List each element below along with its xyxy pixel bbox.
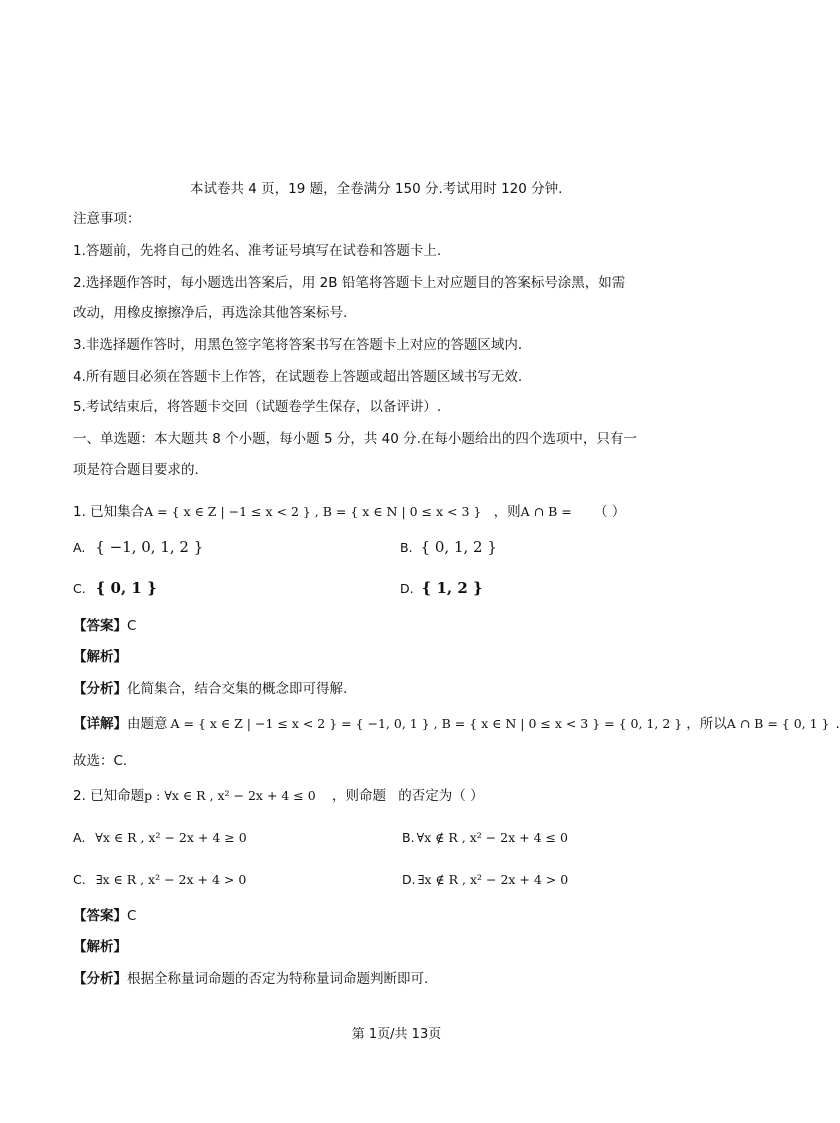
q2-option-b xyxy=(402,829,568,847)
notice-5: 5.考试结束后，将答题卡交回（试题卷学生保存，以备评讲）. xyxy=(73,399,442,415)
q1-fenxi-tag: 【分析】 xyxy=(73,681,127,697)
page-footer: 第 1页/共 13页 xyxy=(351,1027,442,1042)
q1-choose: 故选：C. xyxy=(73,753,128,769)
q1-stem xyxy=(73,503,625,521)
q2-mid2: 的否定为（ ） xyxy=(398,788,484,804)
notice-2b: 改动，用橡皮擦擦净后，再选涂其他答案标号. xyxy=(73,305,348,321)
q1-expression: A ∩ B = xyxy=(520,504,572,519)
q2-option-d-label: D. xyxy=(402,872,416,887)
q2-prefix: 2. 已知命题 xyxy=(73,788,145,804)
q1-option-c xyxy=(73,579,157,598)
q2-option-c-label: C. xyxy=(73,872,86,887)
q1-xiangjie-math: A = { x ∈ Z | −1 ≤ x < 2 } = { −1, 0, 1 } , B = { x ∈ N | 0 ≤ x < 3 } = { 0, 1, 2 } xyxy=(170,716,683,731)
section-heading-line2: 项是符合题目要求的. xyxy=(73,462,199,478)
q2-option-b-label: B. xyxy=(402,830,415,845)
q2-stem xyxy=(73,787,484,805)
q1-answer xyxy=(73,617,136,635)
q2-proposition: p : ∀x ∈ R , x² − 2x + 4 ≤ 0 xyxy=(144,788,316,803)
q1-option-b-value: { 0, 1, 2 } xyxy=(420,538,497,556)
q2-option-c-value: ∃x ∈ R , x² − 2x + 4 > 0 xyxy=(95,872,247,887)
q2-option-b-value: ∀x ∉ R , x² − 2x + 4 ≤ 0 xyxy=(416,830,568,845)
q1-paren: （ ） xyxy=(594,504,626,520)
q2-fenxi xyxy=(73,970,428,988)
q2-option-a-label: A. xyxy=(73,830,86,845)
q2-mid: ，则命题 xyxy=(331,788,386,804)
q2-analysis-tag: 【解析】 xyxy=(73,939,127,955)
q2-answer xyxy=(73,907,136,925)
q1-option-c-label: C. xyxy=(73,581,86,596)
notice-title: 注意事项： xyxy=(73,211,141,227)
q1-answer-tag: 【答案】 xyxy=(73,618,127,634)
notice-4: 4.所有题目必须在答题卡上作答，在试题卷上答题或超出答题区域书写无效. xyxy=(73,369,523,385)
notice-2a: 2.选择题作答时，每小题选出答案后，用 2B 铅笔将答题卡上对应题目的答案标号涂黑，如需 xyxy=(73,275,626,291)
q1-fenxi xyxy=(73,680,347,698)
q1-option-d xyxy=(400,579,483,598)
q2-fenxi-tag: 【分析】 xyxy=(73,971,127,987)
q2-fenxi-text: 根据全称量词命题的否定为特称量词命题判断即可. xyxy=(127,971,429,987)
q1-xiangjie-end: . xyxy=(835,716,840,732)
q1-xiangjie-tag: 【详解】 xyxy=(73,716,127,732)
q1-option-a xyxy=(73,538,203,557)
notice-3: 3.非选择题作答时，用黑色签字笔将答案书写在答题卡上对应的答题区域内. xyxy=(73,337,523,353)
q2-option-c xyxy=(73,871,246,889)
q1-set-definition: A = { x ∈ Z | −1 ≤ x < 2 } , B = { x ∈ N | 0 ≤ x < 3 } xyxy=(144,504,482,519)
notice-1: 1.答题前，先将自己的姓名、准考证号填写在试卷和答题卡上. xyxy=(73,243,442,259)
q1-xiangjie-lead: 由题意 xyxy=(127,716,168,732)
q1-answer-value: C xyxy=(127,618,137,634)
q1-option-a-value: { −1, 0, 1, 2 } xyxy=(95,538,204,556)
q1-fenxi-text: 化简集合，结合交集的概念即可得解. xyxy=(127,681,348,697)
section-heading-line1: 一、单选题：本大题共 8 个小题，每小题 5 分，共 40 分.在每小题给出的四个选项中，只有一 xyxy=(73,431,637,447)
q2-option-a-value: ∀x ∈ R , x² − 2x + 4 ≥ 0 xyxy=(95,830,247,845)
q2-answer-tag: 【答案】 xyxy=(73,908,127,924)
q1-option-b xyxy=(400,538,497,557)
q1-xiangjie xyxy=(73,715,840,733)
intro-line: 本试卷共 4 页，19 题，全卷满分 150 分.考试用时 120 分钟. xyxy=(190,181,563,197)
q2-option-a xyxy=(73,829,247,847)
q1-option-a-label: A. xyxy=(73,540,86,555)
q2-answer-value: C xyxy=(127,908,137,924)
q2-option-d-value: ∃x ∉ R , x² − 2x + 4 > 0 xyxy=(417,872,569,887)
q1-option-b-label: B. xyxy=(400,540,413,555)
q1-xiangjie-result: A ∩ B = { 0, 1 } xyxy=(726,716,830,731)
q1-xiangjie-so: ，所以 xyxy=(686,716,727,732)
q2-option-d xyxy=(402,871,568,889)
q1-prefix: 1. 已知集合 xyxy=(73,504,145,520)
q1-mid: ，则 xyxy=(493,504,521,520)
q1-option-d-label: D. xyxy=(400,581,414,596)
q1-option-d-value: { 1, 2 } xyxy=(421,579,483,597)
q1-analysis-tag: 【解析】 xyxy=(73,649,127,665)
q1-option-c-value: { 0, 1 } xyxy=(95,579,157,597)
